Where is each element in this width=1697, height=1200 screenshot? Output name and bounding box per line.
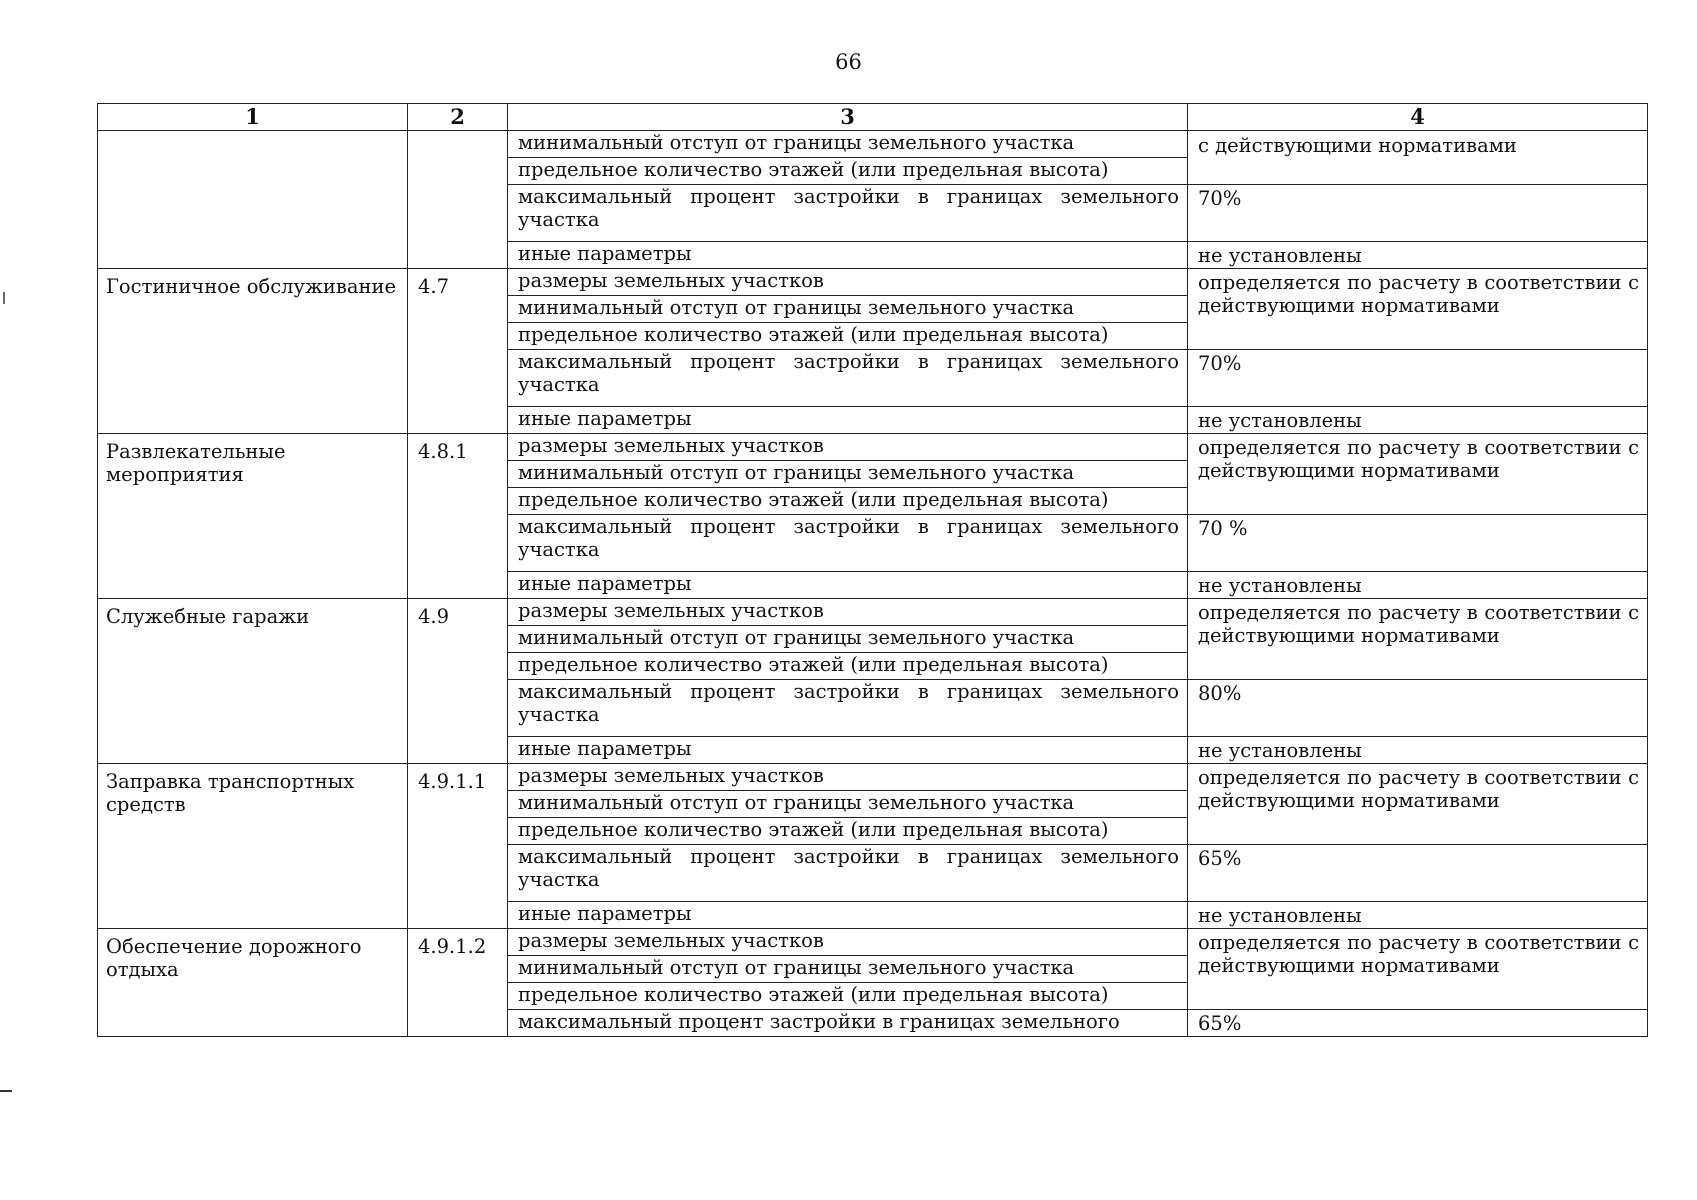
scan-mark [0,1090,12,1092]
param-value: с действующими нормативами [1188,131,1648,185]
table-row [98,434,1648,461]
param-value: определяется по расчету в соответствии с действующими нормативами [1188,599,1648,680]
other-value: не установлены [1188,407,1648,434]
param-floors: предельное количество этажей (или предельная высота) [508,653,1188,680]
other-value: не установлены [1188,902,1648,929]
table-row [98,764,1648,791]
page-number: 66 [835,50,862,74]
coverage-value: 65% [1188,845,1648,902]
param-coverage: максимальный процент застройки в границах земельного участка [508,515,1188,572]
use-name: Обеспечение дорожного отдыха [98,929,408,1037]
use-code: 4.9 [408,599,508,764]
param-setback: минимальный отступ от границы земельного участка [508,791,1188,818]
use-name: Развлекательные мероприятия [98,434,408,599]
param-other: иные параметры [508,407,1188,434]
param-other: иные параметры [508,572,1188,599]
coverage-value: 70% [1188,350,1648,407]
regulations-table [97,103,1648,1037]
param-coverage: максимальный процент застройки в границах земельного участка [508,350,1188,407]
param-coverage: максимальный процент застройки в границах земельного участка [508,680,1188,737]
param-size: размеры земельных участков [508,269,1188,296]
coverage-value: 65% [1188,1010,1648,1037]
param-value: определяется по расчету в соответствии с действующими нормативами [1188,929,1648,1010]
header-row [98,104,1648,131]
param-setback: минимальный отступ от границы земельного участка [508,626,1188,653]
other-value: не установлены [1188,737,1648,764]
param-setback: минимальный отступ от границы земельного участка [508,131,1188,158]
other-value: не установлены [1188,242,1648,269]
use-name: Гостиничное обслуживание [98,269,408,434]
param-floors: предельное количество этажей (или предельная высота) [508,158,1188,185]
param-setback: минимальный отступ от границы земельного участка [508,956,1188,983]
header-col-4: 4 [1188,104,1648,131]
param-floors: предельное количество этажей (или предельная высота) [508,323,1188,350]
table-row [98,269,1648,296]
param-size: размеры земельных участков [508,599,1188,626]
param-size: размеры земельных участков [508,434,1188,461]
param-floors: предельное количество этажей (или предельная высота) [508,818,1188,845]
coverage-value: 70 % [1188,515,1648,572]
use-name [98,131,408,269]
param-value: определяется по расчету в соответствии с действующими нормативами [1188,434,1648,515]
use-name: Заправка транспортных средств [98,764,408,929]
use-code: 4.8.1 [408,434,508,599]
table-row [98,929,1648,956]
param-value: определяется по расчету в соответствии с действующими нормативами [1188,764,1648,845]
param-coverage: максимальный процент застройки в границах земельного [508,1010,1188,1037]
scan-mark [3,292,5,304]
header-col-3: 3 [508,104,1188,131]
param-floors: предельное количество этажей (или предельная высота) [508,983,1188,1010]
param-coverage: максимальный процент застройки в границах земельного участка [508,845,1188,902]
param-other: иные параметры [508,242,1188,269]
other-value: не установлены [1188,572,1648,599]
coverage-value: 80% [1188,680,1648,737]
param-size: размеры земельных участков [508,764,1188,791]
param-setback: минимальный отступ от границы земельного участка [508,296,1188,323]
use-code: 4.9.1.2 [408,929,508,1037]
table-row [98,131,1648,158]
table-row [98,599,1648,626]
use-code [408,131,508,269]
use-name: Служебные гаражи [98,599,408,764]
param-size: размеры земельных участков [508,929,1188,956]
param-other: иные параметры [508,737,1188,764]
param-coverage: максимальный процент застройки в границах земельного участка [508,185,1188,242]
param-other: иные параметры [508,902,1188,929]
param-floors: предельное количество этажей (или предельная высота) [508,488,1188,515]
header-col-2: 2 [408,104,508,131]
param-value: определяется по расчету в соответствии с действующими нормативами [1188,269,1648,350]
coverage-value: 70% [1188,185,1648,242]
header-col-1: 1 [98,104,408,131]
use-code: 4.9.1.1 [408,764,508,929]
use-code: 4.7 [408,269,508,434]
param-setback: минимальный отступ от границы земельного участка [508,461,1188,488]
